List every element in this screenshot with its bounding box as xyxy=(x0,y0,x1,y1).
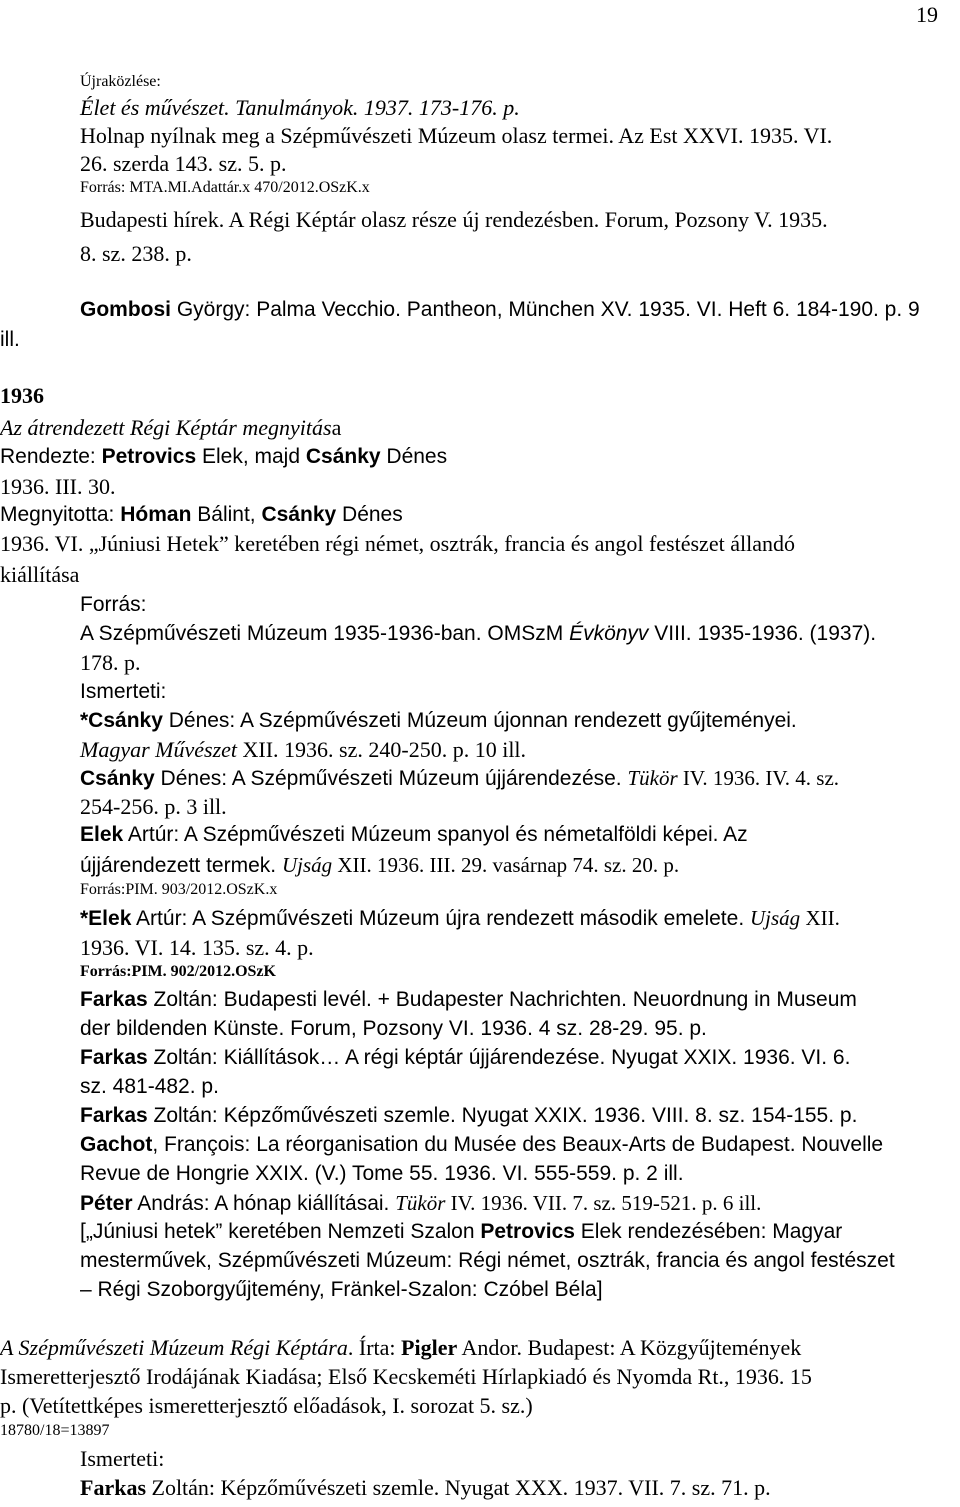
review-entry-cont: 1936. VI. 14. 135. sz. 4. p. xyxy=(80,935,314,960)
review-entry: Farkas Zoltán: Budapesti levél. + Budapester Nachrichten. Neuordnung in Museum xyxy=(80,988,857,1011)
pigler-entry-cont: p. (Vetítettképes ismeretterjesztő előadások, I. sorozat 5. sz.) xyxy=(0,1393,533,1418)
review-entry: Farkas Zoltán: Kiállítások… A régi képtár újjárendezése. Nyugat XXIX. 1936. VI. 6. xyxy=(80,1046,851,1069)
reprint-line: Élet és művészet. Tanulmányok. 1937. 173-176. p. xyxy=(80,95,520,120)
reprint-line: 26. szerda 143. sz. 5. p. xyxy=(80,151,287,176)
section-year: 1936 xyxy=(0,383,44,408)
section-title: Az átrendezett Régi Képtár megnyitása xyxy=(0,415,342,440)
review-entry: [„Júniusi hetek” keretében Nemzeti Szalon Petrovics Elek rendezésében: Magyar xyxy=(80,1220,843,1243)
review-entry: Gachot, François: La réorganisation du Musée des Beaux-Arts de Budapest. Nouvelle xyxy=(80,1133,884,1156)
reviews-label: Ismerteti: xyxy=(80,680,167,703)
review-entry-cont: újjárendezett termek. Ujság XII. 1936. III. 29. vasárnap 74. sz. 20. p. xyxy=(80,853,680,877)
review-entry-cont: mesterművek, Szépművészeti Múzeum: Régi német, osztrák, francia és angol festészet xyxy=(80,1249,895,1272)
reprint-line: Budapesti hírek. A Régi Képtár olasz része új rendezésben. Forum, Pozsony V. 1935. xyxy=(80,207,828,232)
reprint-source: Forrás: MTA.MI.Adattár.x 470/2012.OSzK.x xyxy=(80,179,370,196)
author-name: Gombosi xyxy=(80,298,172,321)
source-label: Forrás: xyxy=(80,593,147,616)
review-source: Forrás:PIM. 903/2012.OSzK.x xyxy=(80,881,278,898)
page-number: 19 xyxy=(916,2,938,27)
review-entry: Elek Artúr: A Szépművészeti Múzeum spanyol és németalföldi képei. Az xyxy=(80,823,748,846)
review-entry-cont: Magyar Művészet XII. 1936. sz. 240-250. p. 10 ill. xyxy=(80,737,527,762)
opener-line: Megnyitotta: Hóman Bálint, Csánky Dénes xyxy=(0,503,403,526)
reprint-line: Holnap nyílnak meg a Szépművészeti Múzeum olasz termei. Az Est XXVI. 1935. VI. xyxy=(80,123,833,148)
reviews-label: Ismerteti: xyxy=(80,1446,165,1471)
review-entry-cont: – Régi Szoborgyűjtemény, Fränkel-Szalon: Czóbel Béla] xyxy=(80,1278,603,1301)
review-entry: Péter András: A hónap kiállításai. Tükör IV. 1936. VII. 7. sz. 519-521. p. 6 ill. xyxy=(80,1191,762,1215)
review-entry: Farkas Zoltán: Képzőművészeti szemle. Nyugat XXX. 1937. VII. 7. sz. 71. p. xyxy=(80,1475,771,1500)
june-line: 1936. VI. „Júniusi Hetek” keretében régi német, osztrák, francia és angol festészet állandó xyxy=(0,531,795,556)
review-entry-cont: der bildenden Künste. Forum, Pozsony VI. 1936. 4 sz. 28-29. 95. p. xyxy=(80,1017,707,1040)
source-line: A Szépművészeti Múzeum 1935-1936-ban. OMSzM Évkönyv VIII. 1935-1936. (1937). xyxy=(80,622,877,645)
review-source: Forrás:PIM. 902/2012.OSzK xyxy=(80,963,276,980)
review-entry: Csánky Dénes: A Szépművészeti Múzeum újjárendezése. Tükör IV. 1936. IV. 4. sz. xyxy=(80,766,840,790)
review-entry-cont: sz. 481-482. p. xyxy=(80,1075,219,1098)
review-entry: Farkas Zoltán: Képzőművészeti szemle. Nyugat XXIX. 1936. VIII. 8. sz. 154-155. p. xyxy=(80,1104,858,1127)
pigler-entry: A Szépművészeti Múzeum Régi Képtára. Írta: Pigler Andor. Budapest: A Közgyűjtemények xyxy=(0,1335,802,1360)
reprint-label: Újraközlése: xyxy=(80,73,161,90)
catalog-number: 18780/18=13897 xyxy=(0,1422,110,1439)
organizer-line: Rendezte: Petrovics Elek, majd Csánky Dénes xyxy=(0,445,448,468)
date-line: 1936. III. 30. xyxy=(0,474,116,499)
review-entry: *Csánky Dénes: A Szépművészeti Múzeum újonnan rendezett gyűjteményei. xyxy=(80,709,797,732)
review-entry: *Elek Artúr: A Szépművészeti Múzeum újra rendezett második emelete. Ujság XII. xyxy=(80,906,840,930)
review-entry-cont: Revue de Hongrie XXIX. (V.) Tome 55. 1936. VI. 555-559. p. 2 ill. xyxy=(80,1162,684,1185)
gombosi-entry-cont: ill. xyxy=(0,328,20,351)
pigler-entry-cont: Ismeretterjesztő Irodájának Kiadása; Első Kecskeméti Hírlapkiadó és Nyomda Rt., 1936. 15 xyxy=(0,1364,812,1389)
source-line-cont: 178. p. xyxy=(80,650,141,675)
review-entry-cont: 254-256. p. 3 ill. xyxy=(80,794,227,819)
june-line-cont: kiállítása xyxy=(0,562,80,587)
reprint-line: 8. sz. 238. p. xyxy=(80,241,192,266)
gombosi-entry: Gombosi György: Palma Vecchio. Pantheon, München XV. 1935. VI. Heft 6. 184-190. p. 9 xyxy=(80,298,920,321)
